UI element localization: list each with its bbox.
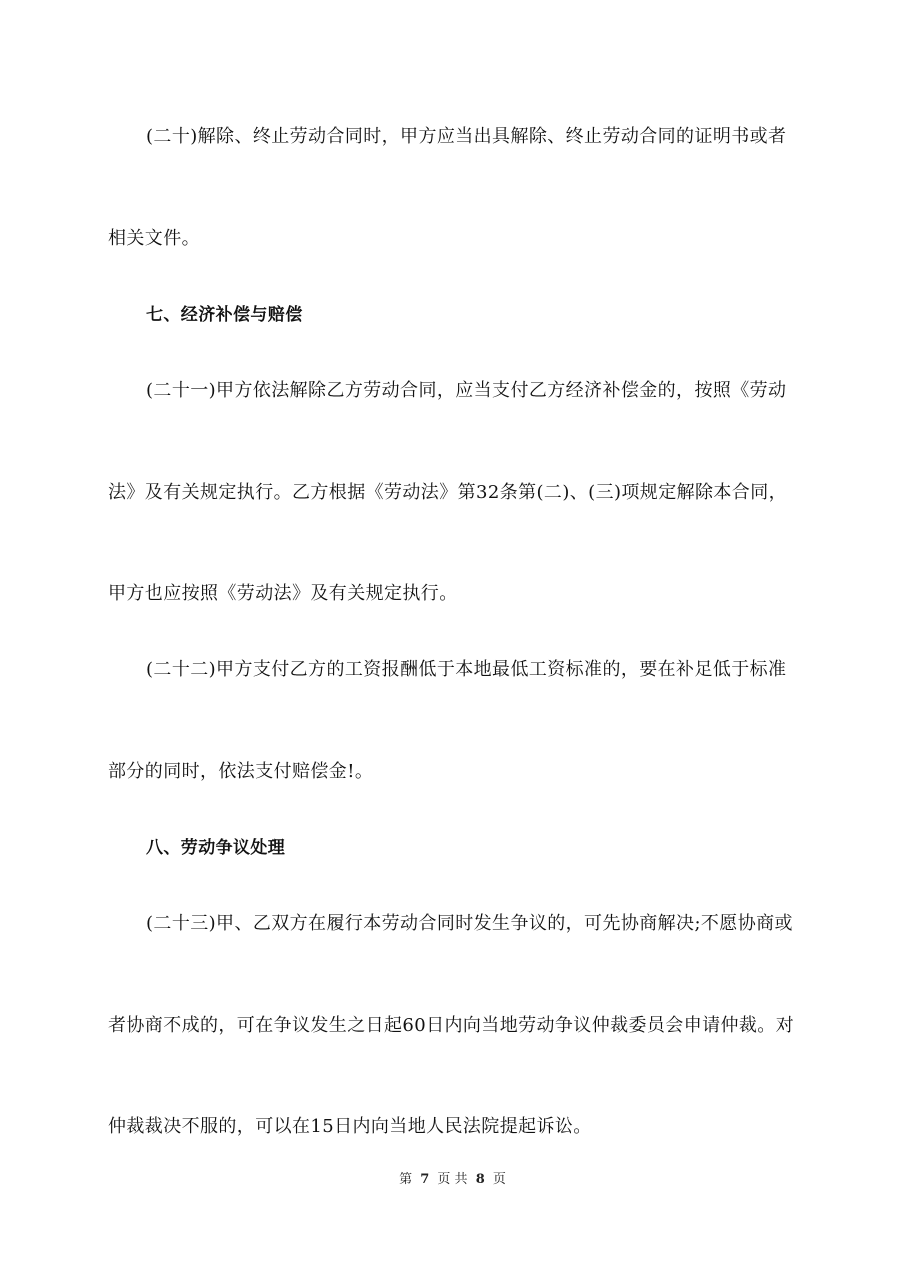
paragraph-23-line-3: 仲裁裁决不服的，可以在15日内向当地人民法院提起诉讼。 (108, 1116, 592, 1137)
footer-middle: 页 共 (437, 1172, 468, 1187)
paragraph-21-line-1: (二十一)甲方依法解除乙方劳动合同，应当支付乙方经济补偿金的，按照《劳动 (146, 380, 787, 401)
section-heading-7: 七、经济补偿与赔偿 (146, 305, 303, 325)
paragraph-22-line-1: (二十二)甲方支付乙方的工资报酬低于本地最低工资标准的，要在补足低于标准 (146, 659, 787, 680)
paragraph-21-line-2: 法》及有关规定执行。乙方根据《劳动法》第32条第(二)、(三)项规定解除本合同， (108, 482, 787, 503)
footer-suffix: 页 (492, 1172, 506, 1187)
page-footer (0, 1171, 905, 1189)
paragraph-22-line-2: 部分的同时，依法支付赔偿金!。 (108, 761, 374, 782)
paragraph-23-line-1: (二十三)甲、乙双方在履行本劳动合同时发生争议的，可先协商解决;不愿协商或 (146, 913, 793, 934)
footer-page-number: 7 (420, 1172, 430, 1187)
paragraph-23-line-2: 者协商不成的，可在争议发生之日起60日内向当地劳动争议仲裁委员会申请仲裁。对 (108, 1015, 795, 1036)
footer-total-pages: 8 (475, 1172, 485, 1187)
footer-prefix: 第 (399, 1172, 413, 1187)
paragraph-20-line-2: 相关文件。 (108, 228, 200, 249)
section-heading-8: 八、劳动争议处理 (146, 838, 286, 858)
paragraph-20-line-1: (二十)解除、终止劳动合同时，甲方应当出具解除、终止劳动合同的证明书或者 (146, 126, 787, 147)
paragraph-21-line-3: 甲方也应按照《劳动法》及有关规定执行。 (108, 583, 458, 604)
